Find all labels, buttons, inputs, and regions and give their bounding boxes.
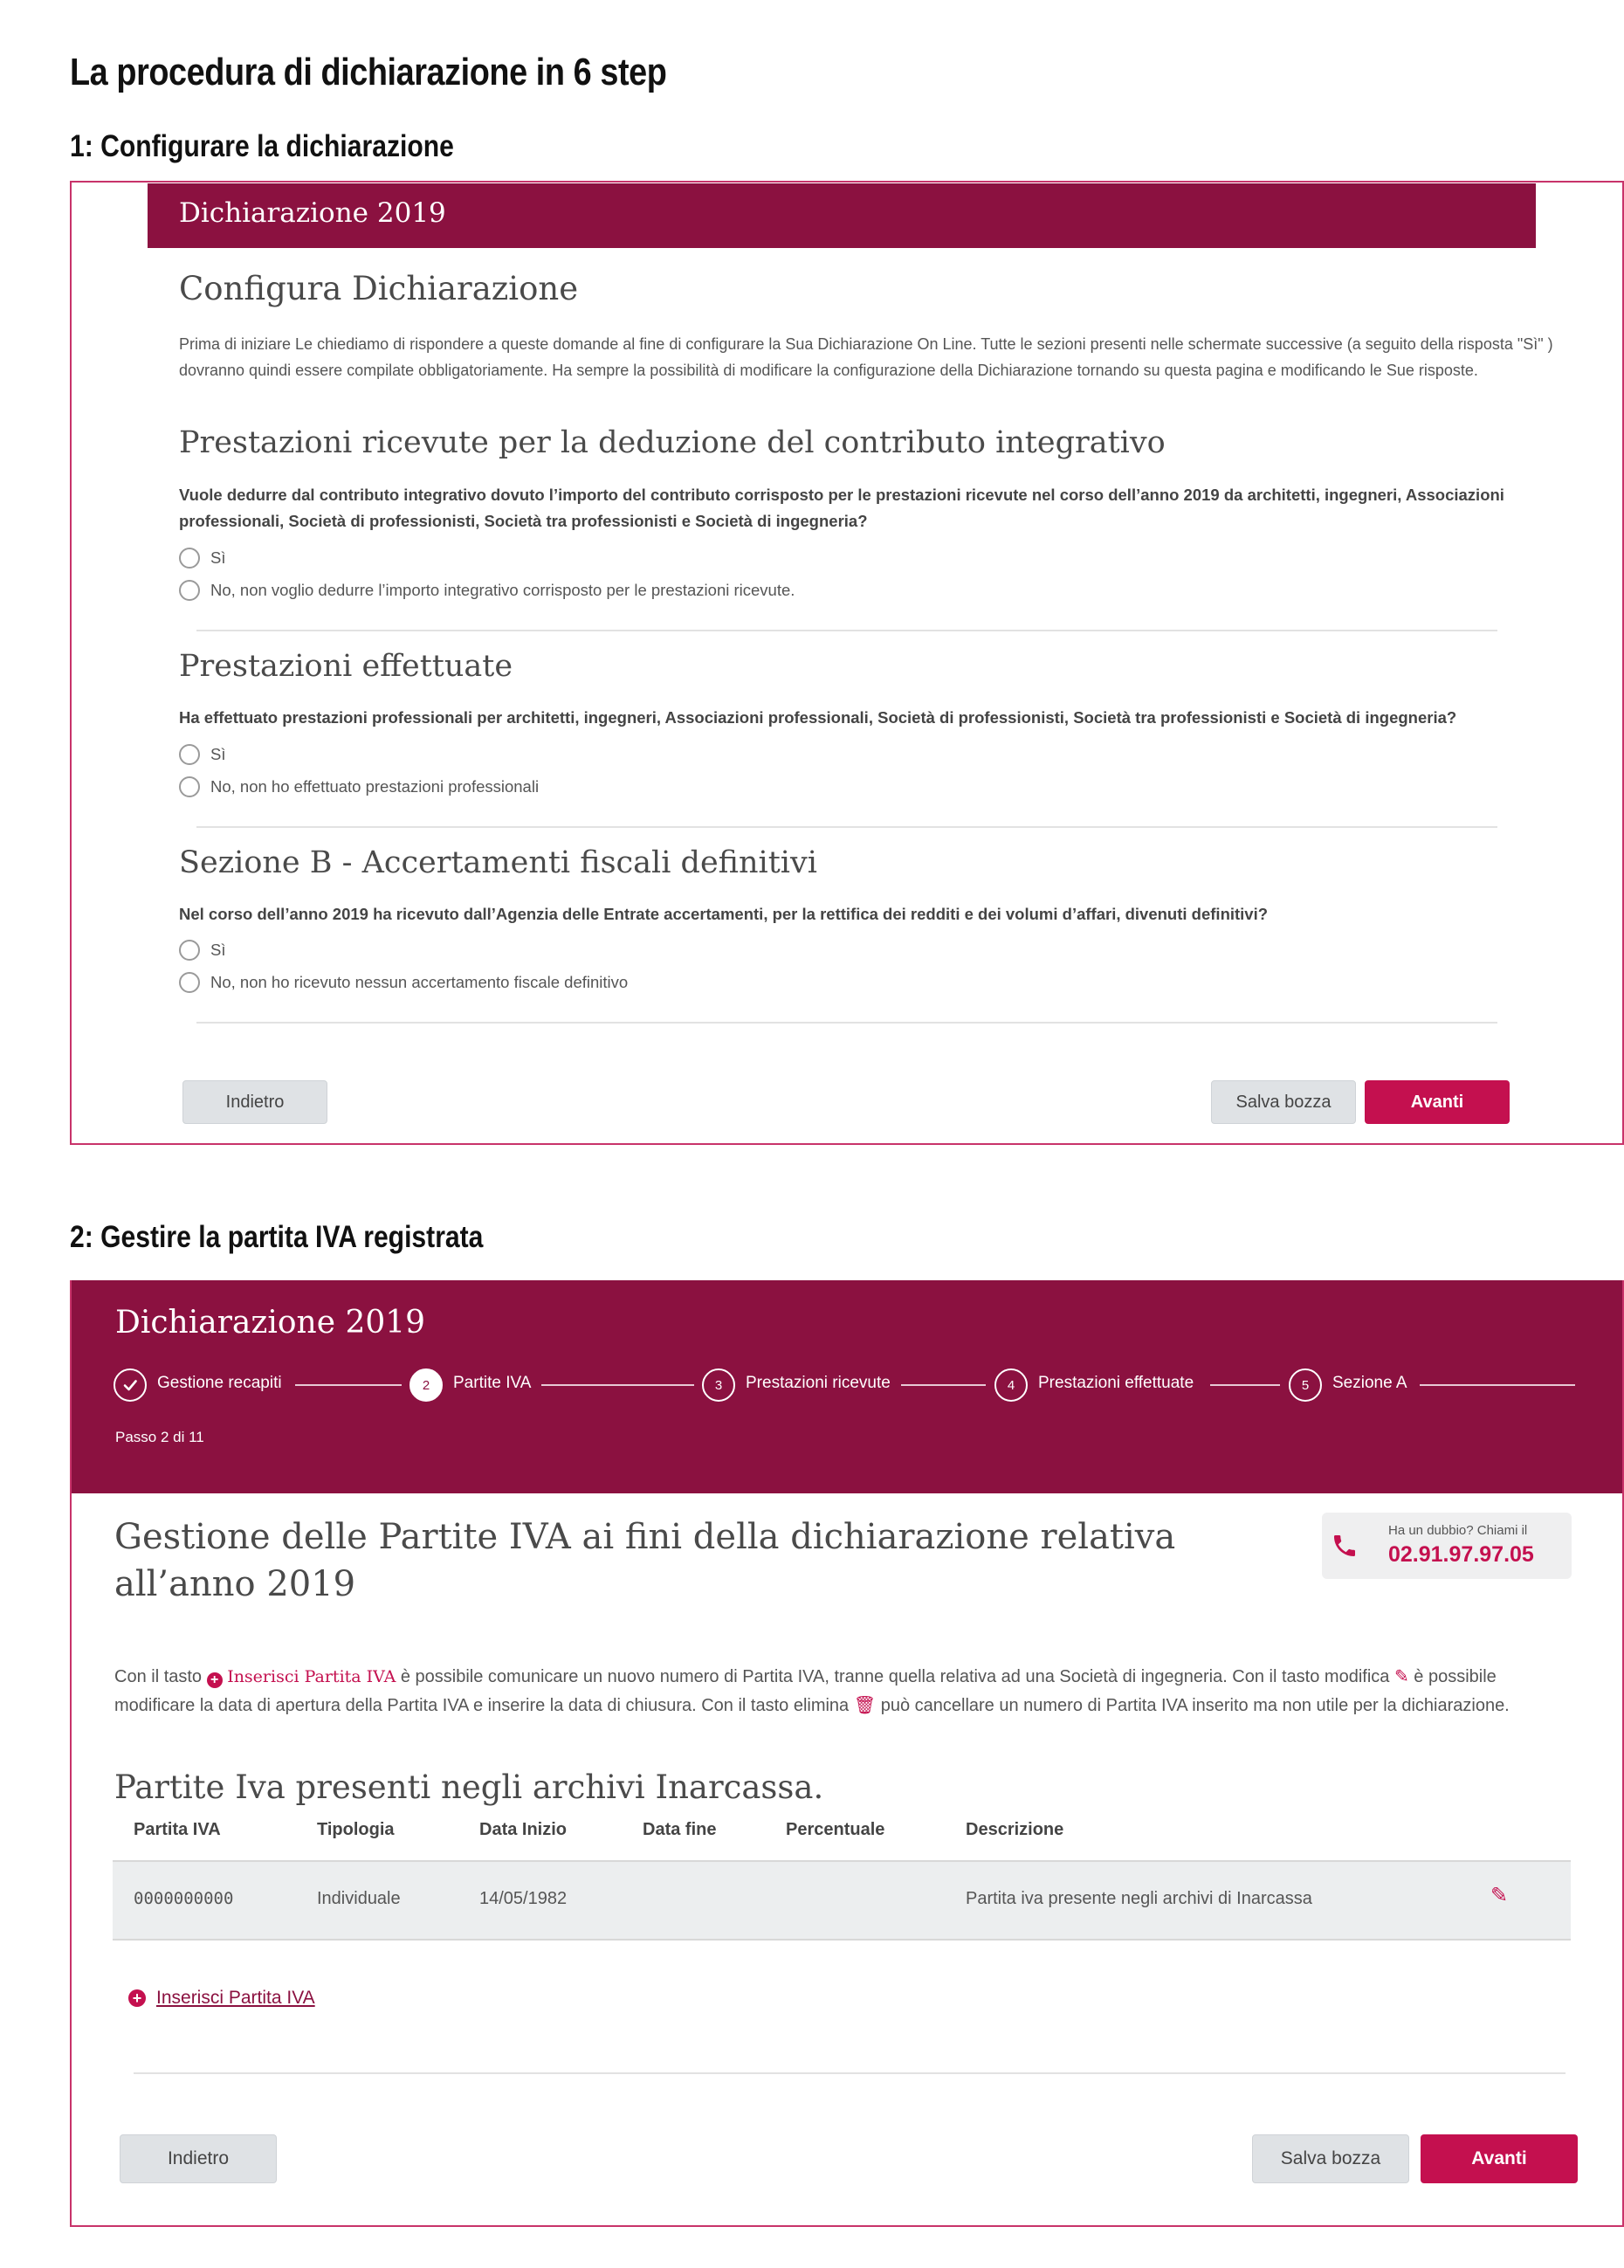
instructions-part-3: è possibile modificare la data di apertura della Partita IVA e inserire la data di chiusura. Con il tasto elimina <box>114 1667 1497 1715</box>
step-label-gestione-recapiti[interactable]: Gestione recapiti <box>157 1374 282 1392</box>
column-header-percentuale: Percentuale <box>786 1820 885 1839</box>
question-1-text: Vuole dedurre dal contributo integrativo dovuto l’importo del contributo corrisposto per le prestazioni ricevute nel corso dell’anno 2019 da architetti, ingegneri, Associazioni professionali, Società di professionisti, Società tra professionisti e Società di ingegneria? <box>179 486 1504 530</box>
step-2-title: 2: Gestire la partita IVA registrata <box>70 1220 484 1254</box>
question-2-title: Prestazioni effettuate <box>179 649 513 684</box>
divider <box>134 2072 1566 2074</box>
column-header-data-fine: Data fine <box>643 1820 717 1839</box>
save-draft-button[interactable]: Salva bozza <box>1211 1080 1356 1124</box>
option-label: No, non voglio dedurre l’importo integrativo corrisposto per le prestazioni ricevute. <box>210 581 795 599</box>
instructions-text <box>114 1663 1581 1720</box>
step-connector <box>1210 1384 1280 1386</box>
column-header-tipologia: Tipologia <box>317 1820 395 1839</box>
radio-button[interactable] <box>179 776 200 797</box>
cell-partita-iva: 0000000000 <box>134 1889 234 1908</box>
declaration-banner <box>72 1280 1622 1493</box>
instructions-part-2: è possibile comunicare un nuovo numero di Partita IVA, tranne quella relativa ad una Società di ingegneria. Con il tasto modifica <box>400 1667 1390 1686</box>
page-heading: La procedura di dichiarazione in 6 step <box>70 51 667 93</box>
step-4-number[interactable]: 4 <box>994 1368 1028 1402</box>
step-2-number[interactable]: 2 <box>409 1368 443 1402</box>
step-connector <box>295 1384 402 1386</box>
table-title: Partite Iva presenti negli archivi Inarcassa. <box>114 1768 824 1806</box>
instructions-part-4: può cancellare un numero di Partita IVA inserito ma non utile per la dichiarazione. <box>880 1696 1510 1715</box>
banner-title: Dichiarazione 2019 <box>115 1305 426 1341</box>
option-label: Sì <box>210 548 226 567</box>
step-label-prestazioni-effettuate[interactable]: Prestazioni effettuate <box>1038 1374 1194 1392</box>
step-label-sezione-a[interactable]: Sezione A <box>1332 1374 1407 1392</box>
save-draft-button[interactable]: Salva bozza <box>1252 2134 1409 2183</box>
option-label: Sì <box>210 941 226 959</box>
next-button[interactable]: Avanti <box>1365 1080 1510 1124</box>
option-label: No, non ho ricevuto nessun accertamento fiscale definitivo <box>210 973 629 991</box>
radio-button[interactable] <box>179 940 200 961</box>
divider <box>196 826 1497 828</box>
phone-icon <box>1331 1532 1359 1560</box>
divider <box>196 1022 1497 1024</box>
radio-button[interactable] <box>179 972 200 993</box>
step-3-number[interactable]: 3 <box>702 1368 735 1402</box>
step-connector <box>901 1384 986 1386</box>
question-3-title: Sezione B - Accertamenti fiscali definitivi <box>179 845 817 880</box>
insert-vat-link[interactable] <box>128 1988 315 2009</box>
question-3-text: Nel corso dell’anno 2019 ha ricevuto dall’Agenzia delle Entrate accertamenti, per la rettifica dei redditi e dei volumi d’affari, divenuti definitivi? <box>179 905 1269 923</box>
back-button[interactable]: Indietro <box>182 1080 327 1124</box>
column-header-partita-iva: Partita IVA <box>134 1820 221 1839</box>
page-title: Gestione delle Partite IVA ai fini della dichiarazione relativa all’anno 2019 <box>114 1517 1176 1604</box>
plus-circle-icon: + <box>207 1672 223 1688</box>
pencil-icon: ✎ <box>1393 1667 1409 1686</box>
step-1-check-icon[interactable] <box>114 1368 147 1402</box>
radio-button[interactable] <box>179 580 200 601</box>
cell-tipologia: Individuale <box>317 1889 401 1908</box>
step-1-title: 1: Configurare la dichiarazione <box>70 129 454 163</box>
step-connector <box>1420 1384 1575 1386</box>
config-panel <box>70 181 1624 1145</box>
cell-descrizione: Partita iva presente negli archivi di Inarcassa <box>966 1889 1312 1908</box>
question-2-option-yes[interactable] <box>179 744 225 765</box>
intro-text: Prima di iniziare Le chiediamo di rispondere a queste domande al fine di configurare la Sua Dichiarazione On Line. Tutte le sezioni presenti nelle schermate successive (a seguito della risposta "Sì" ) dovranno quindi essere compilate obbligatoriamente. Ha sempre la possibilità di modificare la configurazione della Dichiarazione tornando su questa pagina e modificando le Sue risposte. <box>179 335 1553 379</box>
radio-button[interactable] <box>179 744 200 765</box>
question-2-text: Ha effettuato prestazioni professionali per architetti, ingegneri, Associazioni professionali, Società di professionisti, Società tra professionisti e Società di ingegneria? <box>179 708 1457 727</box>
help-phone[interactable]: 02.91.97.97.05 <box>1388 1542 1534 1567</box>
question-3-option-no[interactable] <box>179 972 628 993</box>
plus-circle-icon: + <box>128 1989 146 2007</box>
step-connector <box>541 1384 694 1386</box>
next-button[interactable]: Avanti <box>1421 2134 1578 2183</box>
column-header-data-inizio: Data Inizio <box>479 1820 568 1839</box>
question-1-option-yes[interactable] <box>179 548 225 569</box>
question-2-option-no[interactable] <box>179 776 539 797</box>
divider <box>196 630 1497 631</box>
insert-vat-link-label[interactable]: Inserisci Partita IVA <box>156 1988 315 2008</box>
declaration-banner: Dichiarazione 2019 <box>148 183 1536 248</box>
step-5-number[interactable]: 5 <box>1289 1368 1322 1402</box>
instructions-part-1: Con il tasto <box>114 1667 203 1686</box>
option-label: Sì <box>210 745 226 763</box>
edit-pencil-icon[interactable]: ✎ <box>1490 1884 1509 1907</box>
instructions-insert-label: Inserisci Partita IVA <box>227 1667 396 1686</box>
form-title: Configura Dichiarazione <box>179 270 579 307</box>
back-button[interactable]: Indietro <box>120 2134 277 2183</box>
step-label-prestazioni-ricevute[interactable]: Prestazioni ricevute <box>746 1374 891 1392</box>
radio-button[interactable] <box>179 548 200 569</box>
question-1-title: Prestazioni ricevute per la deduzione del contributo integrativo <box>179 425 1166 460</box>
option-label: No, non ho effettuato prestazioni professionali <box>210 777 540 796</box>
cell-data-inizio: 14/05/1982 <box>479 1889 568 1908</box>
column-header-descrizione: Descrizione <box>966 1820 1064 1839</box>
question-3-option-yes[interactable] <box>179 940 225 961</box>
trash-icon: 🗑 <box>853 1696 877 1715</box>
vat-panel <box>70 1280 1624 2227</box>
step-label-partite-iva[interactable]: Partite IVA <box>453 1374 532 1392</box>
help-box[interactable] <box>1322 1513 1572 1579</box>
help-label: Ha un dubbio? Chiami il <box>1388 1523 1528 1538</box>
question-1-option-no[interactable] <box>179 580 795 601</box>
step-counter: Passo 2 di 11 <box>115 1429 204 1445</box>
